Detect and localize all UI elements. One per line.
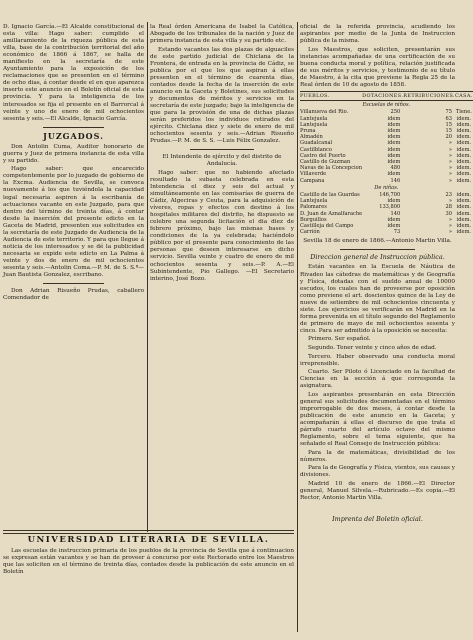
table-row [300, 229, 473, 235]
town-cell: Villaverde [300, 171, 327, 178]
escuelas-notice: Las escuelas de instruccion primaria de los pueblos de la provincia de Sevilla que á continuacion se expresan están vacantes y se han de proveer á concurso por este Rectorado entre los Maestros que las soliciten en el término de treinta días, contados desde la publicación de este anuncio en el Boletín [3, 548, 294, 576]
requirement-4: Cuarto. Ser Piloto ó Licenciado en la facultad de Ciencias en la sección á que corresponda la asignatura. [300, 369, 455, 390]
tema-geografia: Para la de Geografía y Física, vientos, sus causas y divisiones. [300, 465, 455, 479]
section-rule [43, 127, 104, 128]
section-heading-juzgados: JUZGADOS. [43, 130, 104, 141]
section-rule [43, 283, 104, 284]
column-left [3, 24, 144, 304]
risueno-intro-cont: la Real órden Americana de Isabel la Católica, Abogado de los tribunales de la nación y Juez de primera instancia de esta villa y su partido etc. [150, 24, 294, 45]
section-double-rule [3, 530, 294, 534]
salary-cell: idem [387, 216, 401, 223]
salary-cell: idem [387, 127, 401, 134]
salary-cell: 146,700 [379, 191, 401, 198]
retribution-cell: » [448, 140, 452, 147]
salary-cell: idem [387, 146, 401, 153]
house-cell: idem. [456, 229, 472, 236]
town-cell: Carrión [300, 229, 320, 236]
juez-notice: Hago saber: que encarecido competentemente por lo juzgado de gobierno de la Excma. Audiencia de Sevilla, se convoca nuevamente á los que tuviéndola la capacidad legal necesaria aspiren á la escribanía de actuaciones vacante en este Juzgado, para que dentro del término de treinta días, á contar desde la inserción del presente edicto en la Gaceta de Madrid, presenten sus solicitudes en la secretaría de este Juzgado de Audiencia de la Audiencia de este territorio. Y para que llegue á noticia de los interesados y se dé la publicidad necesaria se expide este edicto en La Palma á veinte y dos de enero de mil ochocientos sesenta y seis.—Antolin Coma.—P. M. de S. S.ª—Juan Bautista Gonzalez, escribano. [3, 166, 144, 279]
risueno-intro: Don Adrian Risueño Prudas, caballero Comendador de [3, 288, 144, 302]
town-cell: Lantejuela [300, 198, 328, 205]
vacancies-body [300, 101, 473, 236]
town-cell: Navas de la Concepcion [300, 165, 363, 172]
salary-cell: 133,800 [379, 204, 401, 211]
salary-cell: 140 [390, 210, 401, 217]
aspirantes-notice: Los aspirantes presentarán en esta Dirección general sus solicitudes documentadas en el término improrrogable de dos meses, á contar desde la publicación de este anuncio en la Gaceta; y acompañarán á ellas el discurso de que trata el párrafo cuarto del artículo octavo del mismo Reglamento, sobre el tema siguiente, que ha señalado el Real Consejo de Instrucción pública: [300, 391, 455, 448]
town-cell: Lantejuela [300, 115, 328, 122]
house-cell: idem. [456, 216, 472, 223]
salary-cell: 146 [390, 177, 401, 184]
house-cell: idem. [456, 210, 472, 217]
nautica-notice: Están vacantes en la Escuela de Náutica de Rivadeo las cátedras de matemáticas y de Geografía y Física, dotadas con el sueldo anual de 10000 escudos, los cuales han de proveerse por oposición como previene el art. doscientos quince de la Ley de nueve de setiembre de mil ochocientos cincuenta y siete. Los ejercicios se verificarán en Madrid en la forma prevenida en el título segundo del Reglamento de primero de mayo de mil ochocientos sesenta y cinco. Para ser admitido á la oposición se necesita: [300, 264, 455, 334]
rector-signature: Sevilla 18 de enero de 1866.—Antonio Martin Villa. [303, 238, 452, 245]
subheading-ninos: Escuelas de niños. [362, 102, 411, 109]
tema-matematicas: Para la de matemáticas, divisibilidad de los números. [300, 449, 455, 463]
town-cell: Campana [300, 177, 325, 184]
retribution-cell: 28 [445, 204, 452, 211]
house-cell: idem. [456, 191, 472, 198]
salary-cell: idem [387, 115, 401, 122]
subheading-ninas: De niñas. [374, 184, 399, 191]
town-cell: Castilblanco [300, 146, 332, 153]
section-rule [190, 149, 254, 150]
house-cell: Tiene. [455, 109, 472, 116]
house-cell: idem. [456, 171, 472, 178]
house-cell: idem. [456, 121, 472, 128]
column-middle [150, 24, 294, 284]
town-cell: Guadalcanal [300, 140, 333, 147]
house-cell: idem. [456, 222, 472, 229]
retribution-cell: 20 [445, 134, 452, 141]
salary-cell: idem [387, 121, 401, 128]
table-header: CASA. [455, 92, 473, 99]
section-rule [340, 249, 415, 250]
universidad-section [3, 530, 294, 578]
salary-cell: idem [387, 140, 401, 147]
town-cell: D. Juan de Aznalfarache [300, 210, 363, 217]
salary-cell: idem [387, 158, 401, 165]
juez-intro: Don Antolin Cuma, Auditor honorario de guerra y Juez de primera instancia de esta villa y su partido. [3, 143, 144, 164]
retribution-cell: » [448, 216, 452, 223]
printer-line: Imprenta del Boletin oficial. [332, 514, 423, 523]
salary-cell: 250 [390, 109, 401, 116]
table-header: RETRIBUCIONES. [403, 92, 455, 99]
house-cell: idem. [456, 165, 472, 172]
house-cell: idem. [456, 146, 472, 153]
salary-cell: idem [387, 171, 401, 178]
intendente-heading: El Intendente de ejército y del distrito de Andalucía. [162, 154, 282, 168]
oficial-cont: oficial de la referida provincia, acudiendo los aspirantes por medio de la Junta de Instruccion pública de la misma. [300, 24, 455, 45]
table-subheading [300, 101, 473, 110]
town-cell: Castillo de las Guardas [300, 191, 360, 198]
house-cell: idem. [456, 204, 472, 211]
salary-cell: idem [387, 152, 401, 159]
town-cell: Pruna [300, 127, 316, 134]
retribution-cell: » [448, 177, 452, 184]
column-right [300, 24, 473, 523]
vacancies-table [300, 91, 473, 235]
house-cell: idem. [456, 158, 472, 165]
salary-cell: 480 [390, 165, 401, 172]
town-cell: Castro del Puerto [300, 152, 346, 159]
requirement-1: Primero. Ser español. [308, 336, 371, 343]
maestros-notice: Los Maestros, que soliciten, presentarán sus instancias acompañadas de una certificación de su buena conducta moral y política, relación justificada de sus méritos y servicios, y testimonio de su título de Maestro, á la cita que previene la Regla 25 de la Real órden de 10 de agosto de 1858. [300, 46, 455, 88]
retribution-cell: » [448, 229, 452, 236]
salary-cell: idem [387, 134, 401, 141]
retribution-cell: » [448, 198, 452, 205]
retribution-cell: » [448, 158, 452, 165]
town-cell: Lantejuela [300, 121, 328, 128]
house-cell: idem. [456, 115, 472, 122]
requirement-3: Tercero. Haber observado una conducta moral irreprensible. [300, 353, 455, 367]
town-cell: Villanueva del Rio. [300, 109, 349, 116]
retribution-cell: 15 [445, 121, 452, 128]
house-cell: idem. [456, 177, 472, 184]
table-subheading [300, 184, 473, 192]
retribution-cell: 75 [445, 109, 452, 116]
retribution-cell: » [448, 171, 452, 178]
retribution-cell: 30 [445, 210, 452, 217]
table-header: DOTACIONES. [362, 92, 404, 99]
town-cell: Almadén [300, 134, 323, 141]
town-cell: Castillo de Guzman [300, 158, 351, 165]
retribution-cell: » [448, 165, 452, 172]
retribution-cell: » [448, 152, 452, 159]
column-divider [297, 22, 298, 632]
madrid-signature: Madrid 10 de enero de 1866.—El Director general, Manuel Silvela.—Rubricado.—Es copia.—El Rector, Antonio Martin Villa. [300, 480, 455, 501]
column-divider [147, 22, 148, 532]
salary-cell: 73 [393, 229, 401, 236]
house-cell: idem. [456, 152, 472, 159]
salary-cell: idem [387, 198, 401, 205]
house-cell: idem. [456, 127, 472, 134]
house-cell: idem. [456, 198, 472, 205]
retribution-cell: » [448, 222, 452, 229]
retribution-cell: 15 [445, 127, 452, 134]
requirement-2: Segundo. Tener veinte y cinco años de edad. [308, 345, 437, 351]
retribution-cell: » [448, 146, 452, 153]
retribution-cell: 63 [445, 115, 452, 122]
retribution-cell: 23 [445, 191, 452, 198]
table-header-row [300, 91, 473, 100]
town-cell: Palomares [300, 204, 327, 211]
house-cell: idem. [456, 140, 472, 147]
universidad-heading: UNIVERSIDAD LITERARIA DE SEVILLA. [27, 535, 270, 545]
table-header: PUEBLOS. [300, 91, 362, 100]
alguaciles-notice: Estando vacantes las dos plazas de alguaciles de este partido judicial de Chiclana de la Frontera, de entrada en la provincia de Cádiz, se publica por el que los que aspiran á ellas presenten en el término de cuarenta días, contados desde la fecha de la inserción de este anuncio en la Gaceta y Boletines, sus solicitudes y documentos de méritos y servicios en la secretaría de este juzgado; bajo la inteligencia de que para la provisión de una de dichas plazas serán preferidos los individuos retirados del ejército. Chiclana diez y siete de enero de mil ochocientos sesenta y seis.—Adrian Risueño Prudas.—P. M. de S. S. —Luis Félix Gonzalez. [150, 46, 294, 145]
salary-cell: idem [387, 222, 401, 229]
town-cell: Castilleja del Campo [300, 222, 354, 229]
house-cell: idem. [456, 134, 472, 141]
subasta-notice: Hago saber: que no habiendo afectado resultado la subasta celebrada en esta Intendencia el diez y seis del actual y simultáneamente en las comisarías de guerra de Cádiz, Algeciras y Ceuta, para la adquisición de víveres, ropas y efectos con destino á los hospitales militares del distrito, he dispuesto se celebre una segunda licitación el dia diez de febrero próximo, bajo las mismas bases y condiciones de la ya celebrada; haciéndolo público por el presente para conocimiento de las personas que deseen interesarse en dicho servicio. Sevilla veinte y cuatro de enero de mil ochocientos sesenta y seis.—P. A.—El Subintendente, Pio Gallego. —El Secretario interino, José Bozo. [150, 169, 294, 282]
alcalde-notice: D. Ignacio García.—El Alcalde constitucional de esta villa: Hago saber: cumplido el amillaramiento de la riqueza pública de esta villa, base de la contribución territorial del año económico de 1866 á 1867, se halla de manifiesto en la secretaría de este Ayuntamiento para la exposición de los reclamaciones que se presenten en el término de ocho dias, á contar desde el en que aparezca inserto este anuncio en el Boletín oficial de esta provincia. Y para la inteligencia de los interesados se fija el presente en el Barrorcal á veinte y uno de enero de mil ochocientos sesenta y seis.—El Alcalde, Ignacio García. [3, 24, 144, 122]
direccion-heading: Direccion general de Instruccion pública. [310, 253, 445, 262]
table-row [300, 204, 473, 210]
town-cell: Burguillos [300, 216, 327, 223]
